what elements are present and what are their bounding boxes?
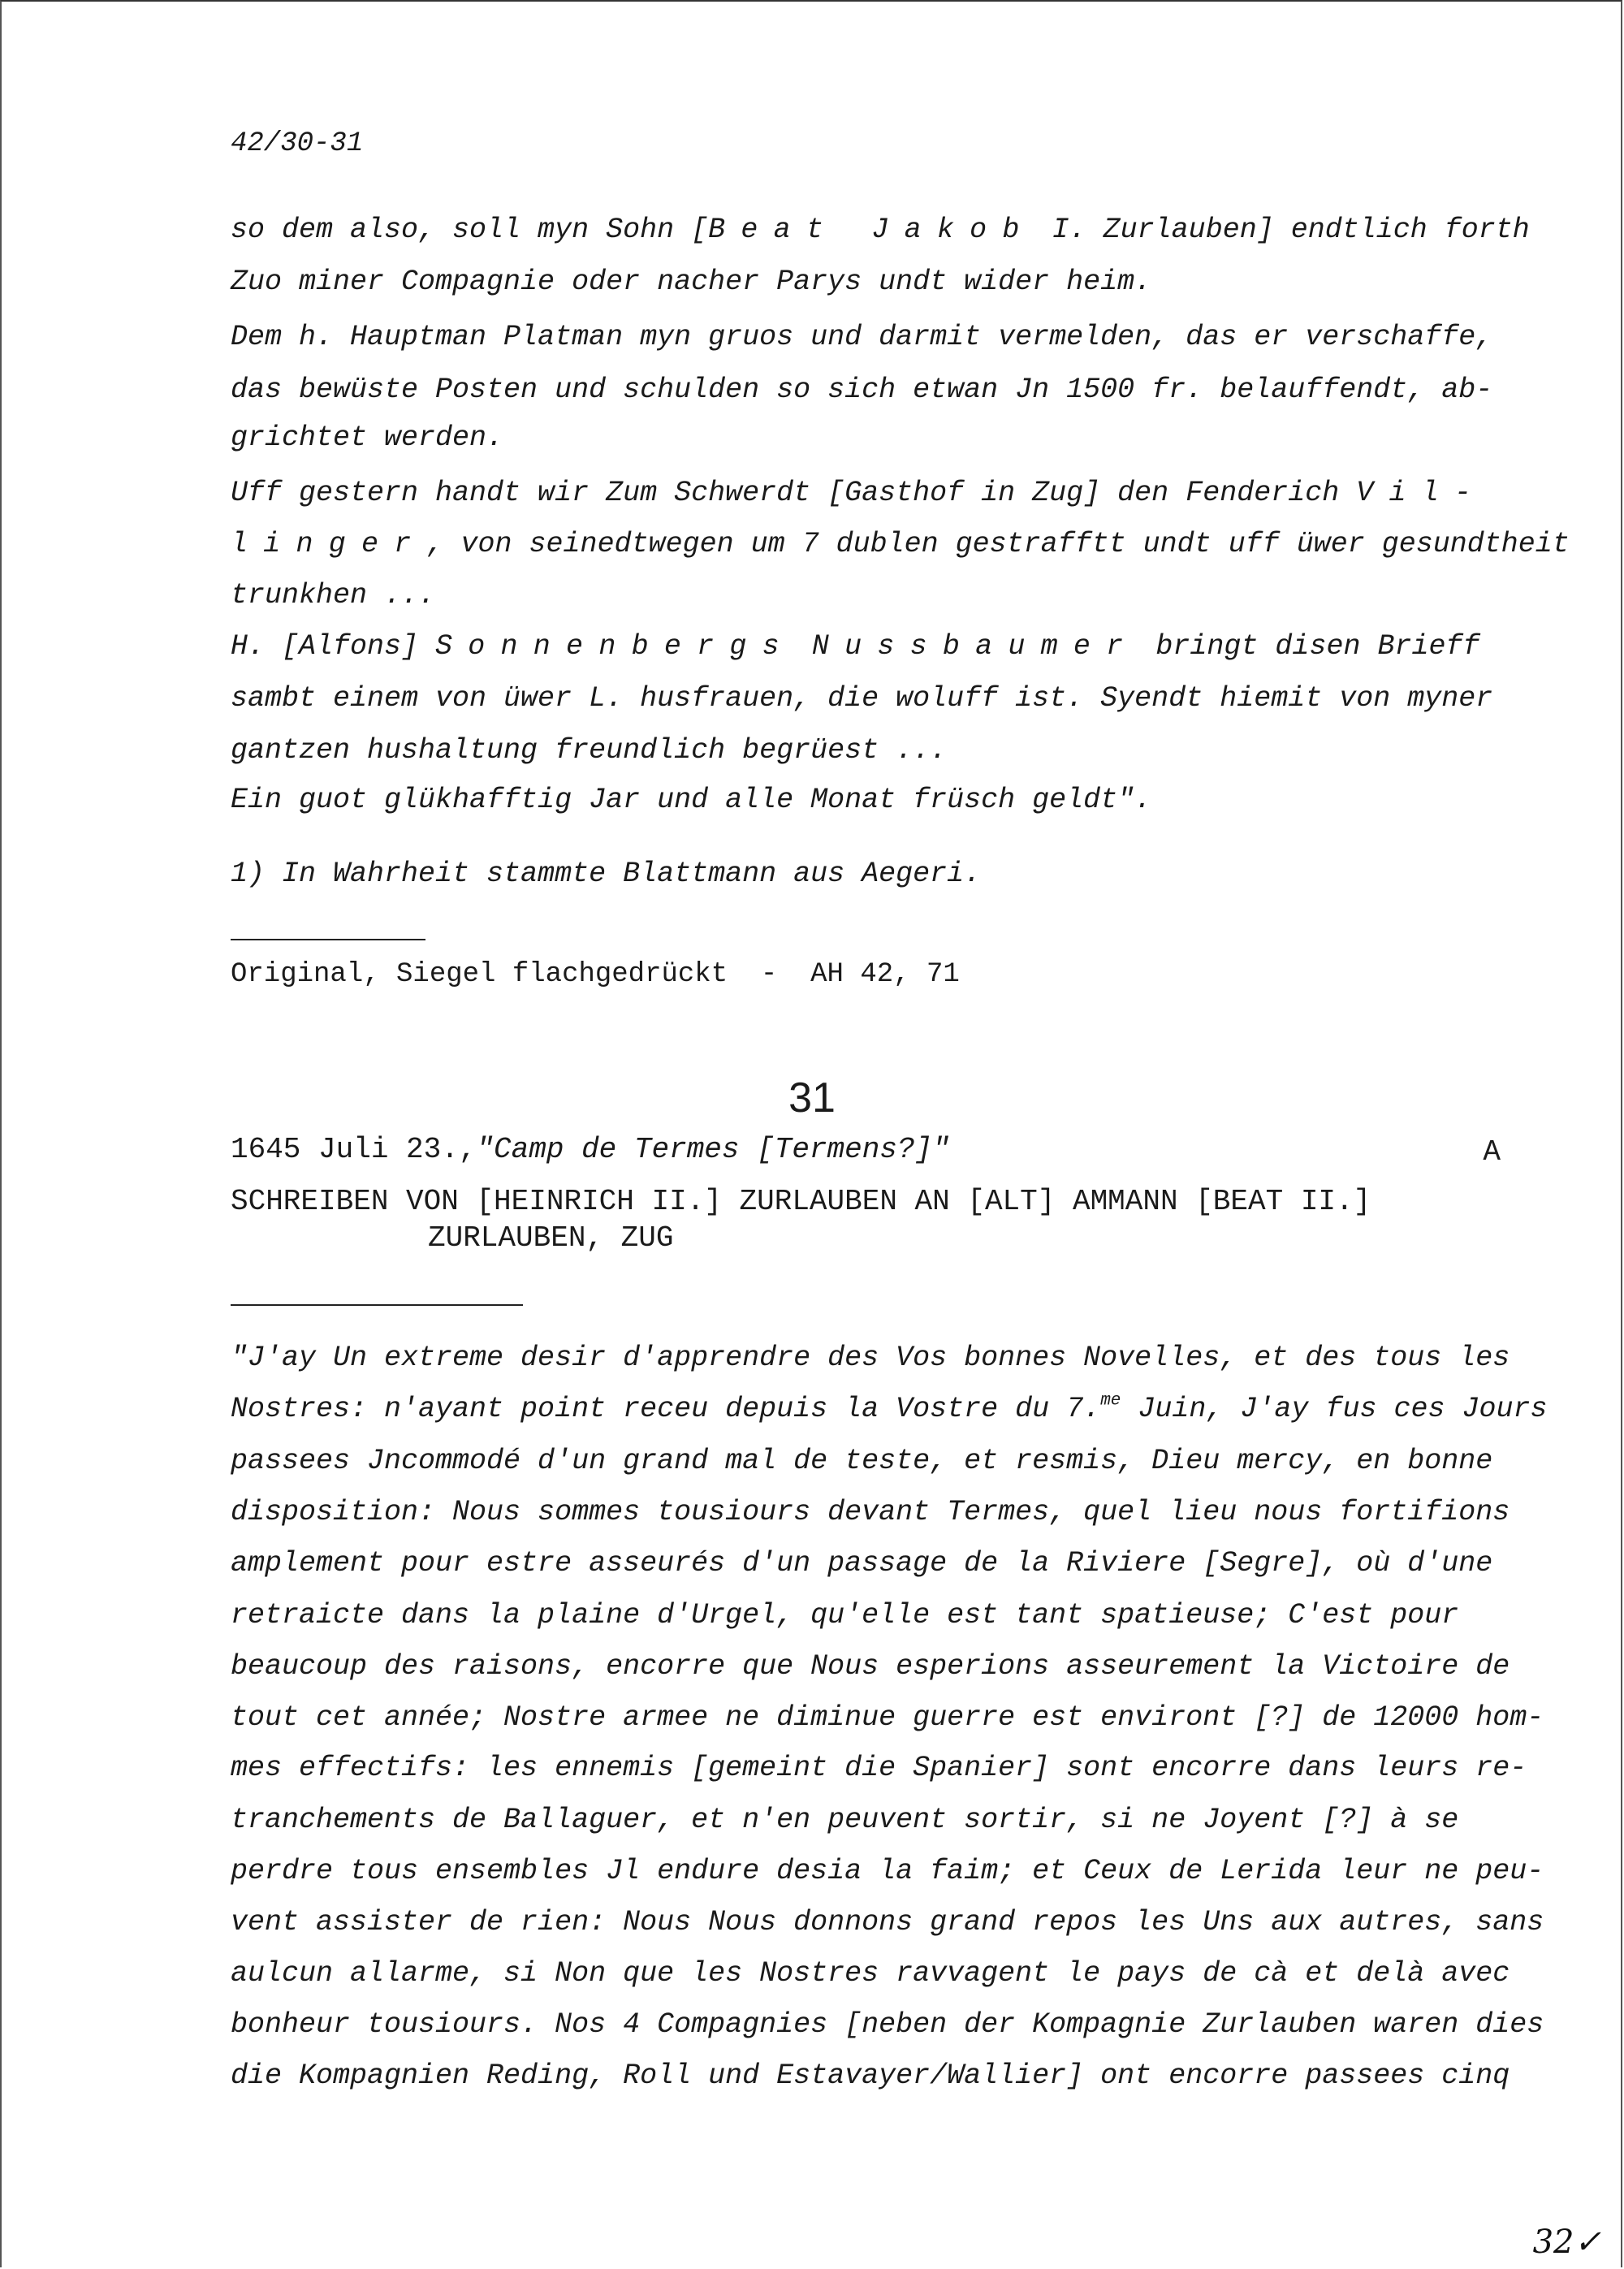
letter-line: mes effectifs: les ennemis [gemeint die Spanier] sont encorre dans leurs re- [231,1752,1527,1784]
letter-line: vent assister de rien: Nous Nous donnons grand repos les Uns aux autres, sans [231,1906,1544,1938]
letter-line: tout cet année; Nostre armee ne diminue guerre est environt [?] de 12000 hom- [231,1701,1544,1734]
letter-text [795,630,812,663]
letter-line: perdre tous ensembles Jl endure desia la faim; et Ceux de Lerida leur ne peu- [231,1855,1544,1887]
letter-text: I. Zurlauben] [1034,214,1274,246]
document-place: "Camp de Termes [Termens?]" [476,1133,950,1166]
letter-line [231,1391,1548,1425]
spaced-name: Vil- [1356,477,1488,509]
letter-text: so dem also, soll myn Sohn [ [231,214,709,246]
letter-line: Dem h. Hauptman Platman myn gruos und darmit vermelden, das er verschaffe, [231,321,1493,353]
letter-line: retraicte dans la plaine d'Urgel, qu'elle est tant spatieuse; C'est pour [231,1599,1459,1632]
superscript: me [1100,1391,1121,1411]
page-number-mark: 32✓ [1532,2224,1601,2261]
letter-line: grichtet werden. [231,421,504,454]
letter-line: das bewüste Posten und schulden so sich etwan Jn 1500 fr. belauffendt, ab- [231,374,1493,406]
letter-line: gantzen hushaltung freundlich begrüest ... [231,734,948,767]
letter-line: passees Jncommodé d'un grand mal de teste, et resmis, Dieu mercy, en bonne [231,1445,1493,1477]
letter-line: aulcun allarme, si Non que les Nostres ravvagent le pays de cà et delà avec [231,1957,1510,1990]
letter-text: , von seinedtwegen um 7 dublen gestrafftt undt uff üwer gesundtheit [426,528,1570,560]
archive-reference: 42/30-31 [231,128,364,159]
document-number: 31 [788,1074,836,1122]
letter-line [231,530,1570,559]
letter-line: trunkhen ... [231,579,436,612]
letter-line: bonheur tousiours. Nos 4 Compagnies [neben der Kompagnie Zurlauben waren dies [231,2008,1544,2041]
letter-line: amplement pour estre asseurés d'un passage de la Riviere [Segre], où d'une [231,1547,1493,1580]
letter-line [231,630,1480,663]
letter-text: Uff gestern handt wir Zum Schwerdt [Gasthof in Zug] den Fenderich [231,477,1357,509]
divider [231,939,425,940]
divider [231,1304,523,1306]
letter-line [231,216,1530,244]
spaced-name: Beat Jakob [708,214,1035,246]
letter-text: H. [Alfons] [231,630,436,663]
document-heading: ZURLAUBEN, ZUG [428,1221,674,1255]
spaced-name: linger [231,528,427,560]
letter-text: Juin, J'ay fus ces Jours [1121,1393,1548,1425]
letter-line: sambt einem von üwer L. husfrauen, die woluff ist. Syendt hiemit von myner [231,682,1493,715]
letter-line: tranchements de Ballaguer, et n'en peuvent sortir, si ne Joyent [?] à se [231,1804,1459,1836]
document-marker: A [1483,1135,1501,1169]
source-note: Original, Siegel flachgedrückt - AH 42, 71 [231,959,960,990]
letter-line: Ein guot glükhafftig Jar und alle Monat früsch geldt". [231,784,1152,816]
document-date: 1645 Juli 23., [231,1133,477,1166]
spaced-name: Sonnenbergs [435,630,795,663]
spaced-name: Nussbaumer [811,630,1139,663]
letter-text: bringt disen Brieff [1138,630,1480,663]
letter-line: disposition: Nous sommes tousiours devant Termes, quel lieu nous fortifions [231,1496,1510,1528]
letter-text: Nostres: n'ayant point receu depuis la Vostre du 7. [231,1393,1101,1425]
letter-text: endtlich forth [1273,214,1530,246]
footnote: 1) In Wahrheit stammte Blattmann aus Aegeri. [231,858,982,890]
letter-line: beaucoup des raisons, encorre que Nous esperions asseurement la Victoire de [231,1650,1510,1683]
letter-line: Zuo miner Compagnie oder nacher Parys undt wider heim. [231,266,1152,298]
document-date-line [231,1135,950,1165]
letter-line [231,479,1487,508]
document-heading: SCHREIBEN VON [HEINRICH II.] ZURLAUBEN AN [ALT] AMMANN [BEAT II.] [231,1185,1371,1218]
letter-line: die Kompagnien Reding, Roll und Estavayer/Wallier] ont encorre passees cinq [231,2059,1510,2092]
letter-line: "J'ay Un extreme desir d'apprendre des Vos bonnes Novelles, et des tous les [231,1342,1510,1374]
